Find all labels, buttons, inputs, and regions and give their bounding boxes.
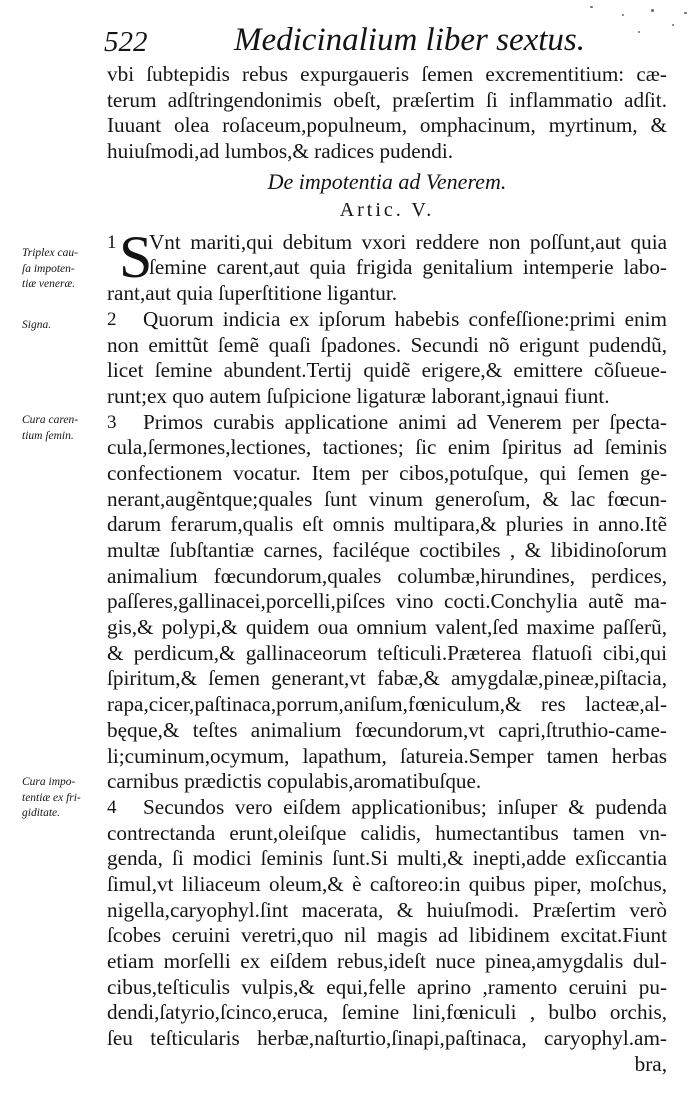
text-line: bęque,& teſtes animalium fœcundorum,vt capri,ſtruthio-came- (107, 717, 667, 742)
catchword: bra, (634, 1051, 667, 1076)
text-line: rant,aut quia ſuperſtitione ligantur. (107, 281, 398, 306)
text-line: Iuuant olea roſaceum,populneum, omphacinum, myrtinum, & (107, 113, 667, 138)
text-line: multæ ſubſtantiæ carnes, faciléque coctibiles , & libidinoſorum (107, 538, 667, 562)
text-line: vbi ſubtepidis rebus expurgaueris ſemen excrementitium: cæ- (107, 62, 667, 86)
text-line: Quorum indicia ex ipſorum habebis confeſſione:primi enim (143, 306, 667, 331)
page-header (104, 22, 586, 62)
text-line: nerant,augẽntque;quales ſunt vinum generoſum, & lac fœcun- (107, 486, 667, 511)
scan-speck (622, 14, 624, 16)
main-text (107, 62, 667, 1077)
margin-note-signs: Signa. (22, 319, 52, 331)
text-line: ſcobes ceruini veretri,quo nil magis ad libidinem excitat.Fiunt (107, 923, 667, 948)
text-line: Secundos vero eiſdem applicationibus; inſuper & pudenda (143, 794, 667, 819)
text-line: terum adſtringendonimis obeſt, præſertim ſi inflammatio adſit. (107, 87, 667, 112)
paragraph-4 (107, 795, 667, 1052)
text-line: non emittũt ſemẽ quaſi ſpadones. Secundi nõ erigunt pudendũ, (107, 332, 667, 357)
page-number: 522 (104, 26, 148, 58)
text-line: ſeu teſticularis herbæ,naſturtio,ſinapi,paſtinaca, caryophyl.am- (107, 1026, 667, 1051)
text-line: cibus,teſticulis vulpis,& equi,felle aprino ,ramento ceruini pu- (107, 974, 667, 999)
text-line: confectionem vocatur. Item per cibos,potuſque, qui ſemen ge- (107, 460, 667, 485)
text-line: li;cuminum,ocymum, lapathum, ſatureia.Semper tamen herbas (107, 743, 667, 768)
text-line: nigella,caryophyl.ſint macerata, & huiuſmodi. Præſertim verò (107, 897, 667, 922)
text-line: carnibus prædictis copulabis,aromatibuſque. (107, 769, 482, 794)
text-line: licet ſemine abundent.Tertij quidẽ erigere,& emittere cõſueue- (107, 358, 667, 383)
margin-note-cure-lacking-seed: Cura caren- tium ſemin. (22, 414, 79, 442)
drop-cap: S (119, 223, 153, 290)
text-line: ſemine carent,aut quia frigida genitalium intemperie labo- (149, 255, 667, 280)
paragraph-1 (107, 223, 667, 307)
paragraph-2 (107, 307, 667, 410)
margin-note-cure-frigidity: Cura impo- tentiæ ex fri- giditate. (22, 776, 81, 819)
text-line: gis,& polypi,& quidem oua omnium valent,ſed maxime paſſerũ, (107, 615, 667, 640)
text-line: darum ferarum,qualis eſt omnis multipara,& pluries in anno.Itẽ (107, 512, 667, 537)
text-line: rapa,cicer,paſtinaca,porrum,aniſum,fœniculum,& res lacteæ,al- (107, 692, 667, 717)
text-line: Vnt mariti,qui debitum vxori reddere non poſſunt,aut quia (149, 229, 667, 254)
running-title: Medicinalium liber sextus. (234, 22, 586, 58)
text-line: runt;ex quo autem ſuſpicione ligaturæ laborant,ignaui fiunt. (107, 383, 610, 408)
paragraph-number: 1 (107, 231, 117, 253)
scan-speck (684, 12, 687, 14)
text-line: ſpiritum,& ſemen generant,vt fabæ,& amygdalæ,pineæ,piſtacia, (107, 666, 667, 691)
scan-speck (651, 9, 654, 12)
text-line: ſimul,vt liliaceum oleum,& è caſtoreo:in quibus piper, moſchus, (107, 871, 667, 896)
margin-note-causes: Triplex cau- ſa impoten- tiæ veneræ. (22, 247, 78, 290)
text-line: huiuſmodi,ad lumbos,& radices pudendi. (107, 139, 454, 164)
text-line: genda, ſi modici ſeminis ſunt.Si multi,& inepti,adde exſiccantia (107, 846, 667, 871)
paragraph-number: 3 (107, 411, 117, 433)
article-label: Artic. V. (339, 198, 435, 221)
text-line: paſſeres,gallinacei,porcelli,piſces vino cocti.Conchylia autẽ ma- (107, 589, 667, 614)
text-line: animalium fœcundorum,quales columbæ,hirundines, perdices, (107, 563, 667, 588)
paragraph-number: 2 (107, 308, 117, 330)
scan-speck (638, 31, 640, 33)
scan-speck (672, 24, 674, 26)
text-line: contrectanda erunt,oleiſque calidis, humectantibus tamen vn- (107, 820, 667, 845)
paragraph-3 (107, 410, 667, 795)
text-line: etiam morſelli ex eiſdem rebus,ideſt nuce pinea,amygdalis dul- (107, 949, 667, 973)
text-line: & perdicum,& gallinaceorum teſticuli.Præterea flatuoſi cibi,qui (107, 640, 667, 665)
text-line: Primos curabis applicatione animi ad Venerem per ſpecta- (143, 409, 667, 434)
scan-speck (590, 6, 593, 8)
text-line: cula,ſermones,lectiones, tactiones; ſic enim ſpiritus ad ſeminis (107, 435, 667, 460)
paragraph-number: 4 (107, 796, 117, 818)
text-line: dendi,ſatyrio,ſcinco,eruca, ſemine lini,fœniculi , bulbo orchis, (107, 1000, 667, 1025)
section-heading: De impotentia ad Venerem. (267, 168, 507, 194)
